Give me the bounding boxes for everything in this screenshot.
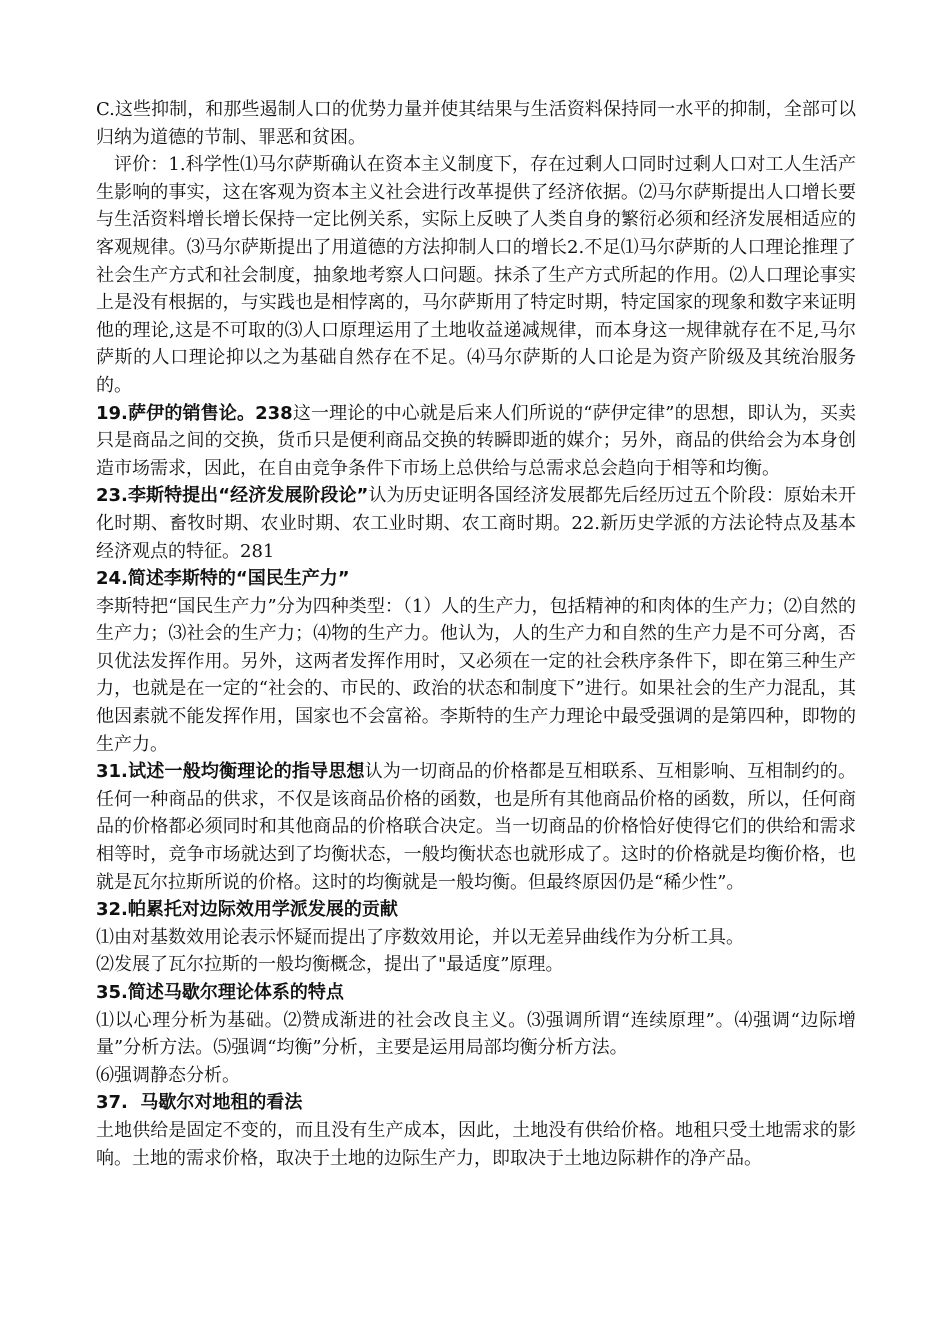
section-35-item-6: ⑹强调静态分析。 xyxy=(96,1064,240,1086)
section-31 xyxy=(96,758,856,896)
section-19-body: 这一理论的中心就是后来人们所说的“萨伊定律”的思想，即认为，买卖只是商品之间的交换，货币只是便利商品交换的转瞬即逝的媒介；另外，商品的供给会为本身创造市场需求，因此，在自由竞争条件下市场上总供给与总需求总会趋向于相等和均衡。 xyxy=(96,402,856,479)
document-page xyxy=(96,96,856,1172)
section-32-item-1: ⑴由对基数效用论表示怀疑而提出了序数效用论，并以无差异曲线作为分析工具。 xyxy=(96,926,744,948)
section-23 xyxy=(96,482,856,565)
section-23-heading: 23.李斯特提出“经济发展阶段论” xyxy=(96,485,369,507)
section-35-body: ⑴以心理分析为基础。⑵赞成渐进的社会改良主义。⑶强调所谓“连续原理”。⑷强调“边际增量”分析方法。⑸强调“均衡”分析，主要是运用局部均衡分析方法。 xyxy=(96,1009,856,1059)
section-31-heading: 31.试述一般均衡理论的指导思想 xyxy=(96,761,365,783)
section-35-heading: 35.简述马歇尔理论体系的特点 xyxy=(96,982,344,1003)
section-19-heading: 19.萨伊的销售论。238 xyxy=(96,402,293,424)
section-23-body: 认为历史证明各国经济发展都先后经历过五个阶段：原始未开化时期、畜牧时期、农业时期、农工业时期、农工商时期。22.新历史学派的方法论特点及基本经济观点的特征。281 xyxy=(96,485,857,562)
section-31-body: 认为一切商品的价格都是互相联系、互相影响、互相制约的。任何一种商品的供求，不仅是该商品价格的函数，也是所有其他商品价格的函数，所以，任何商品的价格都必须同时和其他商品的价格联合决定。当一切商品的价格恰好使得它们的供给和需求相等时，竞争市场就达到了均衡状态，一般均衡状态也就形成了。这时的价格就是均衡价格，也就是瓦尔拉斯所说的价格。这时的均衡就是一般均衡。但最终原因仍是“稀少性”。 xyxy=(96,761,857,893)
section-19 xyxy=(96,400,856,483)
section-32-heading: 32.帕累托对边际效用学派发展的贡献 xyxy=(96,899,398,921)
section-37-body: 土地供给是固定不变的，而且没有生产成本，因此，土地没有供给价格。地租只受土地需求的影响。土地的需求价格，取决于土地的边际生产力，即取决于土地边际耕作的净产品。 xyxy=(96,1119,856,1169)
paragraph-malthus-evaluation: 评价：1.科学性⑴马尔萨斯确认在资本主义制度下，存在过剩人口同时过剩人口对工人生活产生影响的事实，这在客观为资本主义社会进行改革提供了经济依据。⑵马尔萨斯提出人口增长要与生活资料增长增长保持一定比例关系，实际上反映了人类自身的繁衍必须和经济发展相适应的客观规律。⑶马尔萨斯提出了用道德的方法抑制人口的增长2.不足⑴马尔萨斯的人口理论推理了社会生产方式和社会制度，抽象地考察人口问题。抹杀了生产方式所起的作用。⑵人口理论事实上是没有根据的，与实践也是相悖离的，马尔萨斯用了特定时期，特定国家的现象和数字来证明他的理论,这是不可取的⑶人口原理运用了土地收益递减规律，而本身这一规律就存在不足,马尔萨斯的人口理论抑以之为基础自然存在不足。⑷马尔萨斯的人口论是为资产阶级及其统治服务的。 xyxy=(96,154,856,396)
section-37-heading: 37. 马歇尔对地租的看法 xyxy=(96,1092,303,1114)
section-32-item-2: ⑵发展了瓦尔拉斯的一般均衡概念，提出了"最适度”原理。 xyxy=(96,954,564,976)
section-24-body: 李斯特把“国民生产力”分为四种类型：（1）人的生产力，包括精神的和肉体的生产力；⑵自然的生产力；⑶社会的生产力；⑷物的生产力。他认为，人的生产力和自然的生产力是不可分离，否贝优法发挥作用。另外，这两者发挥作用时，又必须在一定的社会秩序条件下，即在第三种生产力，也就是在一定的“社会的、市民的、政治的状态和制度下”进行。如果社会的生产力混乱，其他因素就不能发挥作用，国家也不会富裕。李斯特的生产力理论中最受强调的是第四种，即物的生产力。 xyxy=(96,595,856,755)
section-24-heading: 24.简述李斯特的“国民生产力” xyxy=(96,568,350,590)
paragraph-malthus-checks: C.这些抑制，和那些遏制人口的优势力量并使其结果与生活资料保持同一水平的抑制，全部可以归纳为道德的节制、罪恶和贫困。 xyxy=(96,99,856,148)
